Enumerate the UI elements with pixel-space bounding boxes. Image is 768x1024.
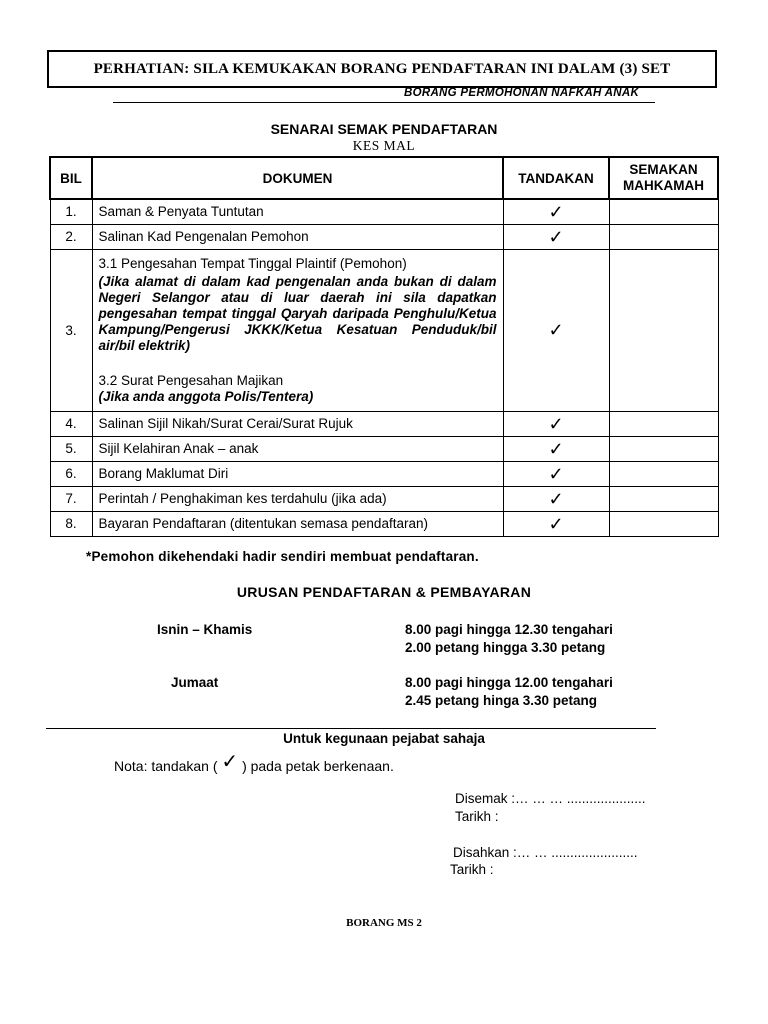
schedule-day-fri: Jumaat <box>171 675 219 690</box>
header-semakan <box>609 157 718 199</box>
row-number: 1. <box>50 199 92 224</box>
court-check-cell[interactable] <box>609 511 718 536</box>
doc-3-2: 3.2 Surat Pengesahan Majikan <box>98 372 284 388</box>
table-row <box>50 249 718 411</box>
attendance-note: *Pemohon dikehendaki hadir sendiri membuat pendaftaran. <box>86 549 479 564</box>
checklist-table <box>49 156 719 537</box>
schedule-time-2: 2.00 petang hingga 3.30 petang <box>405 640 606 655</box>
header-bil: BIL <box>50 157 92 199</box>
case-type: KES MAL <box>352 138 416 153</box>
form-title: BORANG PERMOHONAN NAFKAH ANAK <box>404 87 640 99</box>
check-mark-icon: ✓ <box>503 199 609 224</box>
tarikh-field-1: Tarikh : <box>455 809 499 824</box>
header-tandakan: TANDAKAN <box>503 157 609 199</box>
check-mark-icon: ✓ <box>503 486 609 511</box>
court-check-cell[interactable] <box>609 224 718 249</box>
table-row <box>50 224 718 249</box>
office-hours-title: URUSAN PENDAFTARAN & PEMBAYARAN <box>236 584 532 600</box>
row-number: 8. <box>50 511 92 536</box>
court-check-cell[interactable] <box>609 436 718 461</box>
doc-3-2-note: (Jika anda anggota Polis/Tentera) <box>98 388 314 404</box>
row-document: Borang Maklumat Diri <box>92 461 503 486</box>
check-mark-icon: ✓ <box>503 461 609 486</box>
schedule-times-fri <box>405 674 613 710</box>
row-document <box>92 249 503 411</box>
table-row <box>50 486 718 511</box>
row-document: Salinan Sijil Nikah/Surat Cerai/Surat Rujuk <box>92 411 503 436</box>
table-row <box>50 436 718 461</box>
table-row <box>50 199 718 224</box>
header-semakan-line2: MAHKAMAH <box>623 178 704 193</box>
row-number: 2. <box>50 224 92 249</box>
court-check-cell[interactable] <box>609 249 718 411</box>
check-mark-icon: ✓ <box>503 436 609 461</box>
schedule-time-2: 2.45 petang hinga 3.30 petang <box>405 693 598 708</box>
nota-suffix: ) pada petak berkenaan. <box>242 758 394 774</box>
schedule-time-1: 8.00 pagi hingga 12.30 tengahari <box>405 622 613 637</box>
checklist-title: SENARAI SEMAK PENDAFTARAN <box>270 121 498 137</box>
nota-line <box>114 752 394 777</box>
notice-box <box>47 50 717 88</box>
row-document: Sijil Kelahiran Anak – anak <box>92 436 503 461</box>
header-semakan-line1: SEMAKAN <box>629 162 698 177</box>
row-number: 7. <box>50 486 92 511</box>
disemak-field: Disemak :… … … ..................... <box>455 791 646 806</box>
court-check-cell[interactable] <box>609 486 718 511</box>
schedule-day-mon-thu: Isnin – Khamis <box>157 622 253 637</box>
doc-3-1-note: (Jika alamat di dalam kad pengenalan anda bukan di dalam Negeri Selangor atau di luar daerah ini sila dapatkan pengesahan tempat tinggal Qaryah daripada Penghulu/Ketua Kampung/Pengerusi JKKK/Ketua Kesatuan Penduduk/bil air/bil elektrik) <box>98 273 497 353</box>
table-header-row <box>50 157 718 199</box>
form-code: BORANG MS 2 <box>346 917 422 929</box>
schedule-time-1: 8.00 pagi hingga 12.00 tengahari <box>405 675 613 690</box>
check-mark-icon: ✓ <box>221 751 239 773</box>
row-document: Saman & Penyata Tuntutan <box>92 199 503 224</box>
check-mark-icon: ✓ <box>503 224 609 249</box>
nota-prefix: Nota: tandakan ( <box>114 758 218 774</box>
row-document: Salinan Kad Pengenalan Pemohon <box>92 224 503 249</box>
table-row <box>50 461 718 486</box>
check-mark-icon: ✓ <box>503 411 609 436</box>
table-row <box>50 511 718 536</box>
office-use-rule <box>46 728 656 729</box>
check-mark-icon: ✓ <box>503 511 609 536</box>
row-document: Bayaran Pendaftaran (ditentukan semasa pendaftaran) <box>92 511 503 536</box>
disahkan-field: Disahkan :… … ....................... <box>453 845 638 860</box>
tarikh-field-2: Tarikh : <box>450 862 494 877</box>
court-check-cell[interactable] <box>609 411 718 436</box>
notice-text: PERHATIAN: SILA KEMUKAKAN BORANG PENDAFTARAN INI DALAM (3) SET <box>93 60 671 77</box>
header-dokumen: DOKUMEN <box>92 157 503 199</box>
title-rule <box>113 102 655 103</box>
row-document: Perintah / Penghakiman kes terdahulu (jika ada) <box>92 486 503 511</box>
check-mark-icon: ✓ <box>503 249 609 411</box>
court-check-cell[interactable] <box>609 199 718 224</box>
row-number: 4. <box>50 411 92 436</box>
schedule-times-mon-thu <box>405 621 613 657</box>
office-use-title: Untuk kegunaan pejabat sahaja <box>283 731 485 746</box>
row-number: 5. <box>50 436 92 461</box>
table-row <box>50 411 718 436</box>
row-number: 3. <box>50 249 92 411</box>
court-check-cell[interactable] <box>609 461 718 486</box>
doc-3-1: 3.1 Pengesahan Tempat Tinggal Plaintif (Pemohon) <box>98 255 407 271</box>
row-number: 6. <box>50 461 92 486</box>
